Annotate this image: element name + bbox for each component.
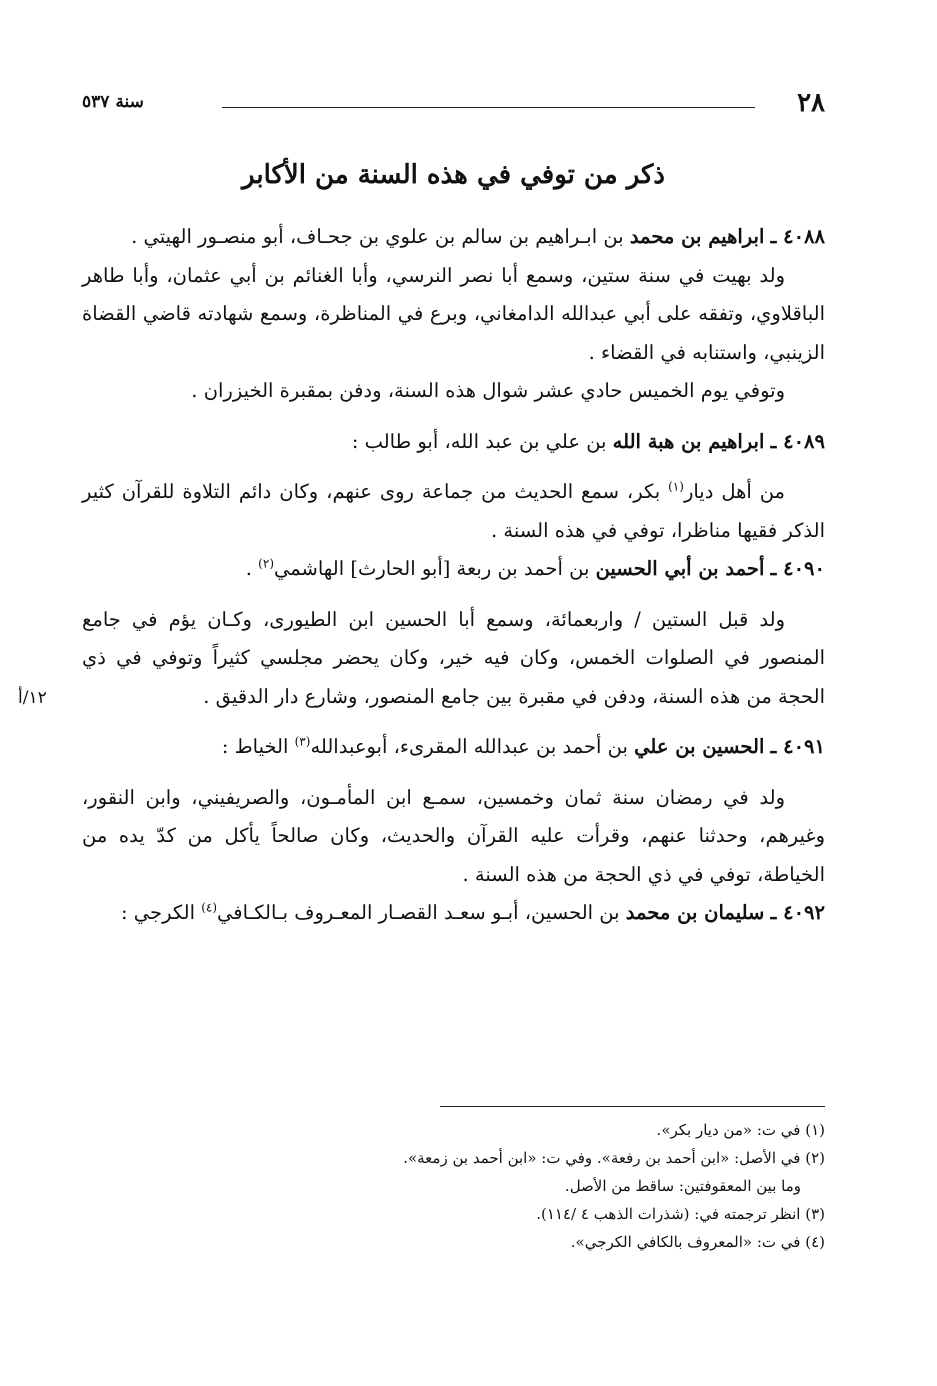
- entry-4088-heading: [82, 218, 825, 257]
- page-number: ٢٨: [797, 88, 825, 118]
- header-rule: [222, 107, 755, 108]
- entry-number: ٤٠٩٠ ـ: [770, 557, 825, 580]
- main-text: [82, 218, 825, 933]
- footnote-2-continuation: وما بين المعقوفتين: ساقط من الأصل.: [564, 1177, 801, 1195]
- entry-end: الكرجي :: [121, 901, 202, 924]
- footnote-ref: (٤): [201, 900, 218, 915]
- folio-margin-note: ١٢/أ: [18, 688, 47, 708]
- entry-4090-paragraph: ولد قبل الستين / واربعمائة، وسمع أبا الحسين ابن الطيورى، وكـان يؤم في جامع المنصور في الصلوات الخمس، وكان فيه خير، وكان يحضر مجلسي كثيراً وتوفي في ذي الحجة من هذه السنة، ودفن في مقبرة بين جامع المنصور، وشارع دار الدقيق .: [82, 607, 825, 708]
- footnote-3: (٣) انظر ترجمته في: (شذرات الذهب ٤ /١١٤).: [536, 1205, 825, 1223]
- footnote-ref: (٣): [294, 734, 311, 749]
- para-text: بكر، سمع الحديث من جماعة روى عنهم، وكان دائم التلاوة للقرآن كثير الذكر فقيها مناظرا، توفي في هذه السنة .: [82, 480, 825, 542]
- entry-number: ٤٠٩١ ـ: [770, 735, 825, 758]
- section-title: ذكر من توفي في هذه السنة من الأكابر: [241, 160, 665, 190]
- entry-name: الحسين بن علي: [634, 735, 765, 758]
- footnote-rule: [440, 1106, 825, 1107]
- year-label: سنة ٥٣٧: [82, 92, 144, 112]
- entry-4089-paragraph: [82, 473, 825, 550]
- entry-4091-paragraph: ولد في رمضان سنة ثمان وخمسين، سمـع ابن المأمـون، والصريفيني، وابن النقور، وغيرهم، وحدثنا عنهم، وقرأت عليه القرآن والحديث، وكان صالحاً يأكل من كدّ يده من الخياطة، توفي في ذي الحجة من هذه السنة .: [82, 785, 825, 886]
- footnote-ref: (١): [668, 479, 684, 494]
- entry-name: سليمان بن محمد: [625, 901, 765, 924]
- footnote-2: (٢) في الأصل: «ابن أحمد بن رفعة». وفي ت: «ابن أحمد بن زمعة».: [403, 1149, 825, 1167]
- entry-4088-paragraph-2: وتوفي يوم الخميس حادي عشر شوال هذه السنة، ودفن بمقبرة الخيزران .: [191, 379, 785, 402]
- entry-rest: بن ابـراهيم بن سالم بن علوي بن جحـاف، أبو منصـور الهيتي .: [131, 225, 630, 248]
- running-header: [82, 88, 825, 122]
- entry-4092-heading: [82, 894, 825, 933]
- entry-number: ٤٠٩٢ ـ: [770, 901, 825, 924]
- footnote-ref: (٢): [258, 556, 274, 571]
- para-text: من أهل ديار: [683, 480, 786, 503]
- entry-number: ٤٠٨٩ ـ: [770, 429, 825, 453]
- footnote-1: (١) في ت: «من ديار بكر».: [656, 1121, 825, 1139]
- entry-end: .: [245, 557, 259, 580]
- entry-rest: بن علي بن عبد الله، أبو طالب :: [351, 429, 613, 453]
- entry-4089-heading: [82, 423, 825, 462]
- footnote-4: (٤) في ت: «المعروف بالكافي الكرجي».: [570, 1233, 825, 1251]
- entry-name: أحمد بن أبي الحسين: [595, 557, 765, 580]
- entry-4090-heading: [82, 550, 825, 589]
- entry-rest: بن أحمد بن عبدالله المقرىء، أبوعبدالله: [310, 735, 635, 758]
- entry-4091-heading: [82, 728, 825, 767]
- footnotes: [82, 1116, 825, 1256]
- entry-name: ابراهيم بن هبة الله: [612, 429, 765, 453]
- entry-end: الخياط :: [221, 735, 295, 758]
- entry-rest: بن أحمد بن ربعة [أبو الحارث] الهاشمي: [274, 557, 596, 580]
- entry-name: ابراهيم بن محمد: [629, 225, 765, 248]
- entry-number: ٤٠٨٨ ـ: [770, 225, 825, 248]
- entry-rest: بن الحسين، أبـو سعـد القصـار المعـروف بـالكـافي: [217, 901, 626, 924]
- entry-4088-paragraph-1: ولد بهيت في سنة ستين، وسمع أبا نصر النرسي، وأبا الغنائم بن أبي عثمان، وأبا طاهر الباقلاوي، وتفقه على أبي عبدالله الدامغاني، وبرع في المناظرة، وسمع شهادته قاضي القضاة الزينبي، واستنابه في القضاء .: [82, 263, 825, 364]
